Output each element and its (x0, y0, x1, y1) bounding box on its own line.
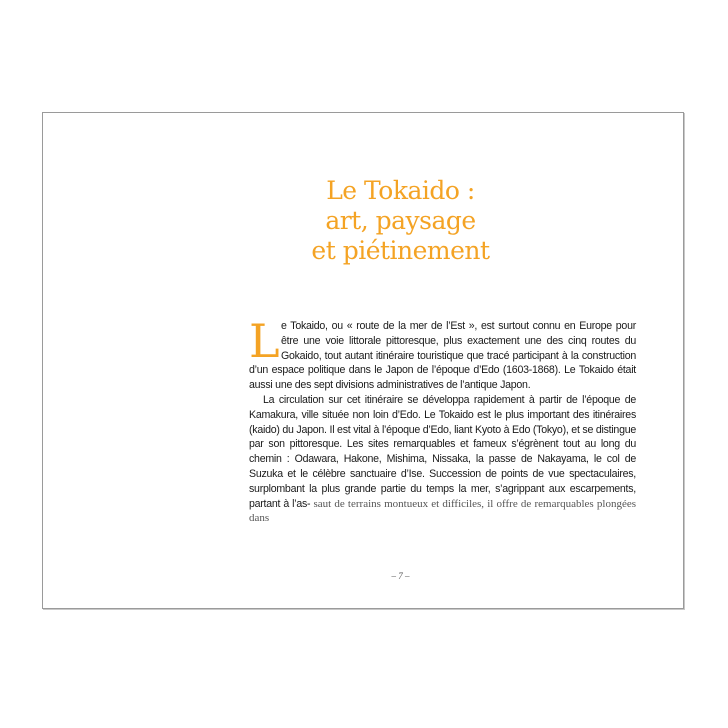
body-text (249, 314, 636, 526)
paragraph (249, 314, 636, 393)
book-page (42, 112, 684, 609)
paragraph-text: La circulation sur cet itinéraire se développa rapidement à partir de l’époque de Kamakura, ville située non loin d’Edo. Le Tokaido est le plus important des itinéraires (kaido) du Japon. Il est vital à l’époque d’Edo, liant Kyoto à Edo (Tokyo), et se distingue par son pittoresque. Les sites remarquables et fameux s’égrènent tout au long du chemin : Odawara, Hakone, Mishima, Nissaka, la passe de Nakayama, le col de Suzuka et le célèbre sanctuaire d’Ise. Succession de points de vue spectaculaires, surplombant la plus grande partie du temps la mer, s’agrippant aux escarpements, partant à l’as- (249, 393, 636, 510)
drop-cap: L (249, 314, 280, 368)
chapter-title (43, 176, 683, 266)
paragraph (249, 393, 636, 526)
paragraph-text-continued: saut de terrains montueux et difficiles, il offre de remarquables plongées dans (249, 497, 636, 525)
paragraph-text: e Tokaido, ou « route de la mer de l’Est », est surtout connu en Europe pour être une voie littorale pittoresque, plus exactement une des cinq routes du Gokaido, tout autant itinéraire touristique que tracé participant à la construction d’un espace politique dans le Japon de l’époque d’Edo (1603-1868). Le Tokaido était aussi une des sept divisions administratives de l’antique Japon. (249, 320, 636, 392)
title-line: et piétinement (311, 236, 490, 265)
page-number: – 7 – (391, 571, 410, 581)
title-line: Le Tokaido : (326, 176, 475, 205)
title-line: art, paysage (325, 206, 476, 235)
